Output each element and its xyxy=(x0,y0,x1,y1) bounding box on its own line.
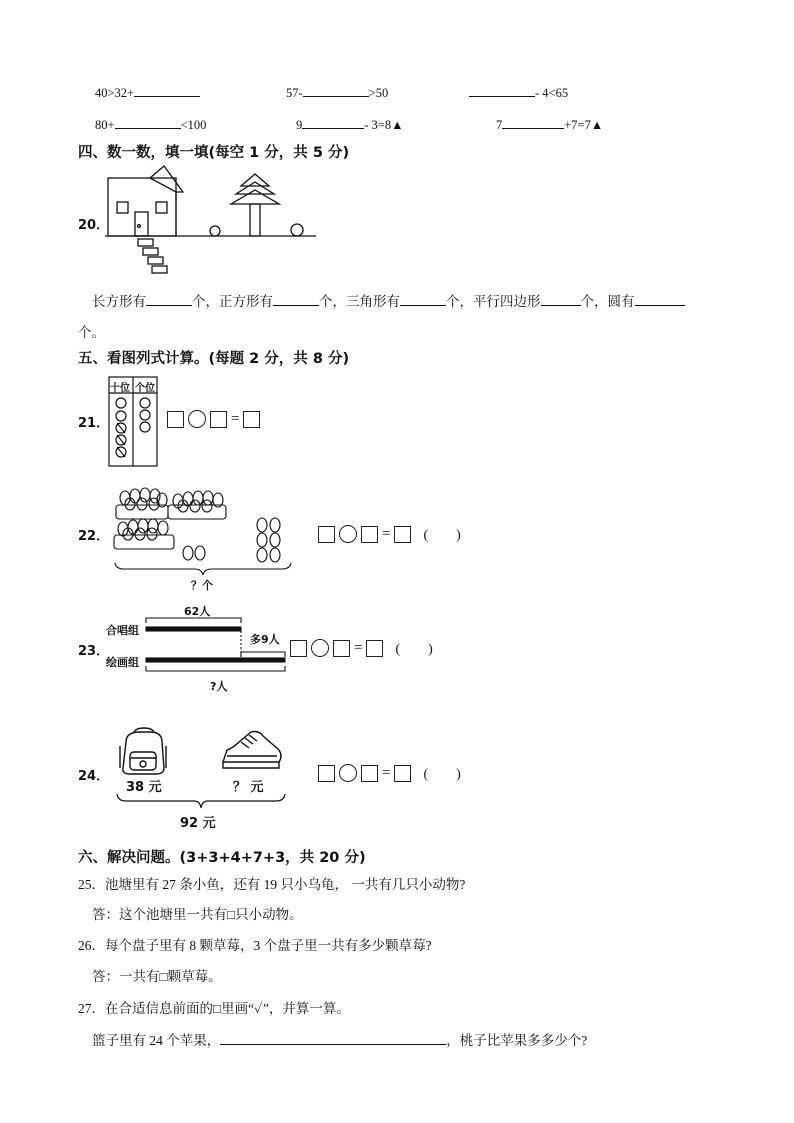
unit-paren[interactable]: ( ) xyxy=(423,767,461,782)
unit-paren[interactable]: ( ) xyxy=(423,528,461,543)
painting-label: 绘画组 xyxy=(106,656,139,669)
answer-25[interactable]: 答：这个池塘里一共有□只小动物。 xyxy=(92,907,303,922)
question-26: 26．每个盘子里有 8 颗草莓，3 个盘子里一共有多少颗草莓? xyxy=(78,938,432,953)
q22-total-label: ？个 xyxy=(191,579,213,592)
answer-26[interactable]: 答：一共有□颗草莓。 xyxy=(92,969,222,984)
q24-total-price: 92 元 xyxy=(180,816,216,831)
ineq-row1-c: - 4<65 xyxy=(469,84,568,101)
backpack-icon xyxy=(116,728,172,776)
ineq-row1-b: 57- >50 xyxy=(286,86,389,100)
q23-equation: = ( ) xyxy=(290,638,433,658)
blank[interactable] xyxy=(469,84,535,97)
ineq-row2-b: 9 - 3=8▲ xyxy=(296,118,404,132)
answer-box[interactable] xyxy=(394,526,411,543)
answer-box[interactable] xyxy=(366,640,383,657)
q20-line2: 个。 xyxy=(78,325,105,340)
blank[interactable] xyxy=(302,116,364,129)
q21-equation: = xyxy=(167,410,260,428)
operator-circle[interactable] xyxy=(339,525,357,543)
answer-box[interactable] xyxy=(243,411,260,428)
q24-equation: = ( ) xyxy=(318,763,461,783)
answer-box[interactable] xyxy=(318,526,335,543)
section-5-heading: 五、看图列式计算。(每题 2 分，共 8 分) xyxy=(78,351,350,367)
answer-box[interactable] xyxy=(361,526,378,543)
ineq-row2-c: 7 +7=7▲ xyxy=(496,118,604,132)
q27-info-line: 篮子里有 24 个苹果， ，桃子比苹果多多少个? xyxy=(92,1033,588,1048)
q23-more-label: 多9人 xyxy=(250,633,280,646)
question-number-24: 24． xyxy=(78,769,110,784)
egg-trays-figure xyxy=(110,483,295,578)
answer-box[interactable] xyxy=(290,640,307,657)
blank[interactable] xyxy=(273,293,319,306)
choir-label: 合唱组 xyxy=(106,624,139,637)
q23-total-label: ?人 xyxy=(210,680,228,693)
blank[interactable] xyxy=(400,293,446,306)
ineq-row2-a: 80+ <100 xyxy=(95,118,207,132)
answer-box[interactable] xyxy=(167,411,184,428)
operator-circle[interactable] xyxy=(188,410,206,428)
answer-box[interactable] xyxy=(333,640,350,657)
question-25: 25．池塘里有 27 条小鱼，还有 19 只小乌龟， 一共有几只小动物? xyxy=(78,877,466,892)
question-number-20: 20． xyxy=(78,218,110,233)
blank[interactable] xyxy=(303,84,369,97)
bar-diagram xyxy=(145,613,290,683)
blank[interactable] xyxy=(502,116,564,129)
shoe-price: ？ 元 xyxy=(233,780,264,795)
question-number-22: 22． xyxy=(78,529,110,544)
question-number-23: 23． xyxy=(78,644,110,659)
q22-equation: = ( ) xyxy=(318,524,461,544)
blank[interactable] xyxy=(146,293,192,306)
blank[interactable] xyxy=(635,293,685,306)
section-6-heading: 六、解决问题。(3+3+4+7+3，共 20 分) xyxy=(78,850,366,866)
blank[interactable] xyxy=(541,293,581,306)
blank[interactable] xyxy=(115,116,181,129)
blank[interactable] xyxy=(134,84,200,97)
shoe-icon xyxy=(219,728,285,776)
house-tree-figure xyxy=(100,162,320,277)
question-27: 27．在合适信息前面的□里画“✓”，并算一算。 xyxy=(78,1001,350,1016)
unit-paren[interactable]: ( ) xyxy=(395,642,433,657)
tens-label: 十位 xyxy=(110,383,130,394)
ones-label: 个位 xyxy=(135,383,155,394)
operator-circle[interactable] xyxy=(311,639,329,657)
total-brace xyxy=(116,793,286,811)
answer-box[interactable] xyxy=(394,765,411,782)
q23-top-label: 62人 xyxy=(184,605,211,618)
blank[interactable] xyxy=(220,1032,446,1045)
ineq-row1-a: 40>32+ xyxy=(95,84,200,101)
answer-box[interactable] xyxy=(318,765,335,782)
backpack-price: 38 元 xyxy=(126,780,162,795)
answer-box[interactable] xyxy=(210,411,227,428)
q20-fill-line: 长方形有 个，正方形有 个，三角形有 个，平行四边形 个，圆有 xyxy=(92,290,685,310)
answer-box[interactable] xyxy=(361,765,378,782)
operator-circle[interactable] xyxy=(339,764,357,782)
section-4-heading: 四、数一数，填一填(每空 1 分，共 5 分) xyxy=(78,145,350,161)
question-number-21: 21． xyxy=(78,416,110,431)
